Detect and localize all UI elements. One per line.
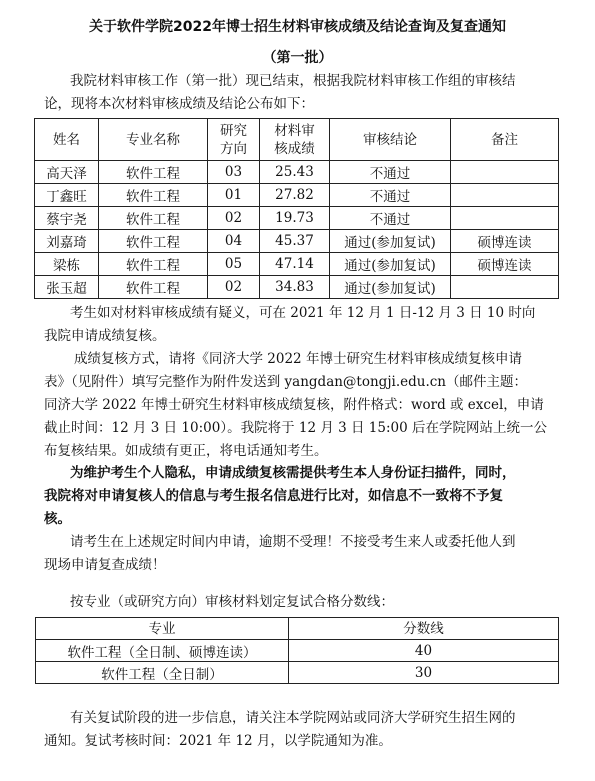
cell-major: 软件工程 xyxy=(99,276,208,299)
privacy-paragraph xyxy=(44,462,559,531)
method-line: 同济大学 2022 年博士研究生材料审核成绩复核，附件格式：word 或 excel，申请 xyxy=(44,397,544,413)
cell-major: 软件工程 xyxy=(99,161,208,184)
cell-conclusion: 通过(参加复试) xyxy=(330,276,451,299)
table-row xyxy=(35,161,559,184)
results-table xyxy=(34,118,559,299)
cell-remark xyxy=(451,161,559,184)
closing-paragraph xyxy=(44,707,559,753)
table-row xyxy=(35,230,559,253)
cell-conclusion: 不通过 xyxy=(330,207,451,230)
cell-remark xyxy=(451,184,559,207)
cell-direction: 02 xyxy=(208,276,260,299)
deadline-paragraph xyxy=(44,531,559,577)
cell-remark xyxy=(451,276,559,299)
intro-line: 我院材料审核工作（第一批）现已结束，根据我院材料审核工作组的审核结 xyxy=(70,73,516,89)
header-cutoff-score: 分数线 xyxy=(289,618,559,640)
cell-conclusion: 不通过 xyxy=(330,184,451,207)
cell-name: 刘嘉琦 xyxy=(35,230,99,253)
method-line: 截止时间：12 月 3 日 10:00）。我院将于 12 月 3 日 15:00 后在学院网站上统一公 xyxy=(44,420,548,436)
header-major: 专业名称 xyxy=(99,119,208,161)
review-method-paragraph xyxy=(44,348,559,463)
header-name: 姓名 xyxy=(35,119,99,161)
cell-name: 张玉超 xyxy=(35,276,99,299)
privacy-line: 为维护考生个人隐私，申请成绩复核需提供考生本人身份证扫描件，同时， xyxy=(70,465,516,481)
cell-name: 蔡宇尧 xyxy=(35,207,99,230)
closing-line: 通知。复试考核时间：2021 年 12 月，以学院通知为准。 xyxy=(44,733,392,749)
table-row xyxy=(36,640,559,662)
cutoff-header-row xyxy=(36,618,559,640)
method-line: 表》（见附件）填写完整作为附件发送到 yangdan@tongji.edu.cn（邮件主题： xyxy=(44,374,527,390)
cell-major: 软件工程（全日制、硕博连读） xyxy=(36,640,289,662)
results-header-row xyxy=(35,119,559,161)
intro-line: 论，现将本次材料审核成绩及结论公布如下： xyxy=(44,96,314,112)
header-score-line: 核成绩 xyxy=(274,140,315,157)
privacy-line: 核。 xyxy=(44,511,71,527)
cell-direction: 05 xyxy=(208,253,260,276)
method-line: 布复核结果。如成绩有更正，将电话通知考生。 xyxy=(44,443,328,459)
review-line: 考生如对材料审核成绩有疑义，可在 2021 年 12 月 1 日-12 月 3 日 10 时向 xyxy=(70,305,536,321)
cell-name: 丁鑫旺 xyxy=(35,184,99,207)
table-row xyxy=(36,662,559,684)
cell-score: 34.83 xyxy=(260,276,330,299)
intro-paragraph xyxy=(44,70,559,116)
cell-direction: 01 xyxy=(208,184,260,207)
cell-major: 软件工程（全日制） xyxy=(36,662,289,684)
header-direction-line: 方向 xyxy=(220,140,247,157)
cell-score: 45.37 xyxy=(260,230,330,253)
header-remark: 备注 xyxy=(451,119,559,161)
cell-name: 梁栋 xyxy=(35,253,99,276)
cell-direction: 02 xyxy=(208,207,260,230)
cell-conclusion: 不通过 xyxy=(330,161,451,184)
cell-score: 19.73 xyxy=(260,207,330,230)
cell-score: 27.82 xyxy=(260,184,330,207)
document-subtitle: （第一批） xyxy=(262,50,333,66)
table-row xyxy=(35,207,559,230)
cell-score: 25.43 xyxy=(260,161,330,184)
cell-major: 软件工程 xyxy=(99,253,208,276)
deadline-line: 请考生在上述规定时间内申请，逾期不受理！不接受考生来人或委托他人到 xyxy=(70,534,516,550)
cutoff-table xyxy=(35,617,559,684)
review-line: 我院申请成绩复核。 xyxy=(44,328,166,344)
cell-major: 软件工程 xyxy=(99,184,208,207)
cell-remark xyxy=(451,207,559,230)
table-row xyxy=(35,184,559,207)
header-score xyxy=(260,119,330,161)
cell-direction: 04 xyxy=(208,230,260,253)
cell-direction: 03 xyxy=(208,161,260,184)
table-row xyxy=(35,253,559,276)
cutoff-intro: 按专业（或研究方向）审核材料划定复试合格分数线： xyxy=(70,594,394,610)
header-major: 专业 xyxy=(36,618,289,640)
deadline-line: 现场申请复查成绩！ xyxy=(44,557,166,573)
cell-remark: 硕博连读 xyxy=(451,230,559,253)
cell-remark: 硕博连读 xyxy=(451,253,559,276)
cell-score: 47.14 xyxy=(260,253,330,276)
privacy-line: 我院将对申请复核人的信息与考生报名信息进行比对，如信息不一致将不予复 xyxy=(44,488,503,504)
closing-line: 有关复试阶段的进一步信息，请关注本学院网站或同济大学研究生招生网的 xyxy=(70,710,516,726)
document-title: 关于软件学院2022年博士招生材料审核成绩及结论查询及复查通知 xyxy=(89,19,506,35)
method-line: 成绩复核方式，请将《同济大学 2022 年博士研究生材料审核成绩复核申请 xyxy=(74,351,522,367)
cell-conclusion: 通过(参加复试) xyxy=(330,253,451,276)
table-row xyxy=(35,276,559,299)
cell-conclusion: 通过(参加复试) xyxy=(330,230,451,253)
cell-major: 软件工程 xyxy=(99,230,208,253)
cell-major: 软件工程 xyxy=(99,207,208,230)
review-paragraph xyxy=(44,302,559,348)
cell-cutoff-score: 40 xyxy=(289,640,559,662)
header-direction-line: 研究 xyxy=(220,122,247,139)
header-direction xyxy=(208,119,260,161)
header-score-line: 材料审 xyxy=(274,122,315,139)
header-conclusion: 审核结论 xyxy=(330,119,451,161)
cell-name: 高天泽 xyxy=(35,161,99,184)
cell-cutoff-score: 30 xyxy=(289,662,559,684)
